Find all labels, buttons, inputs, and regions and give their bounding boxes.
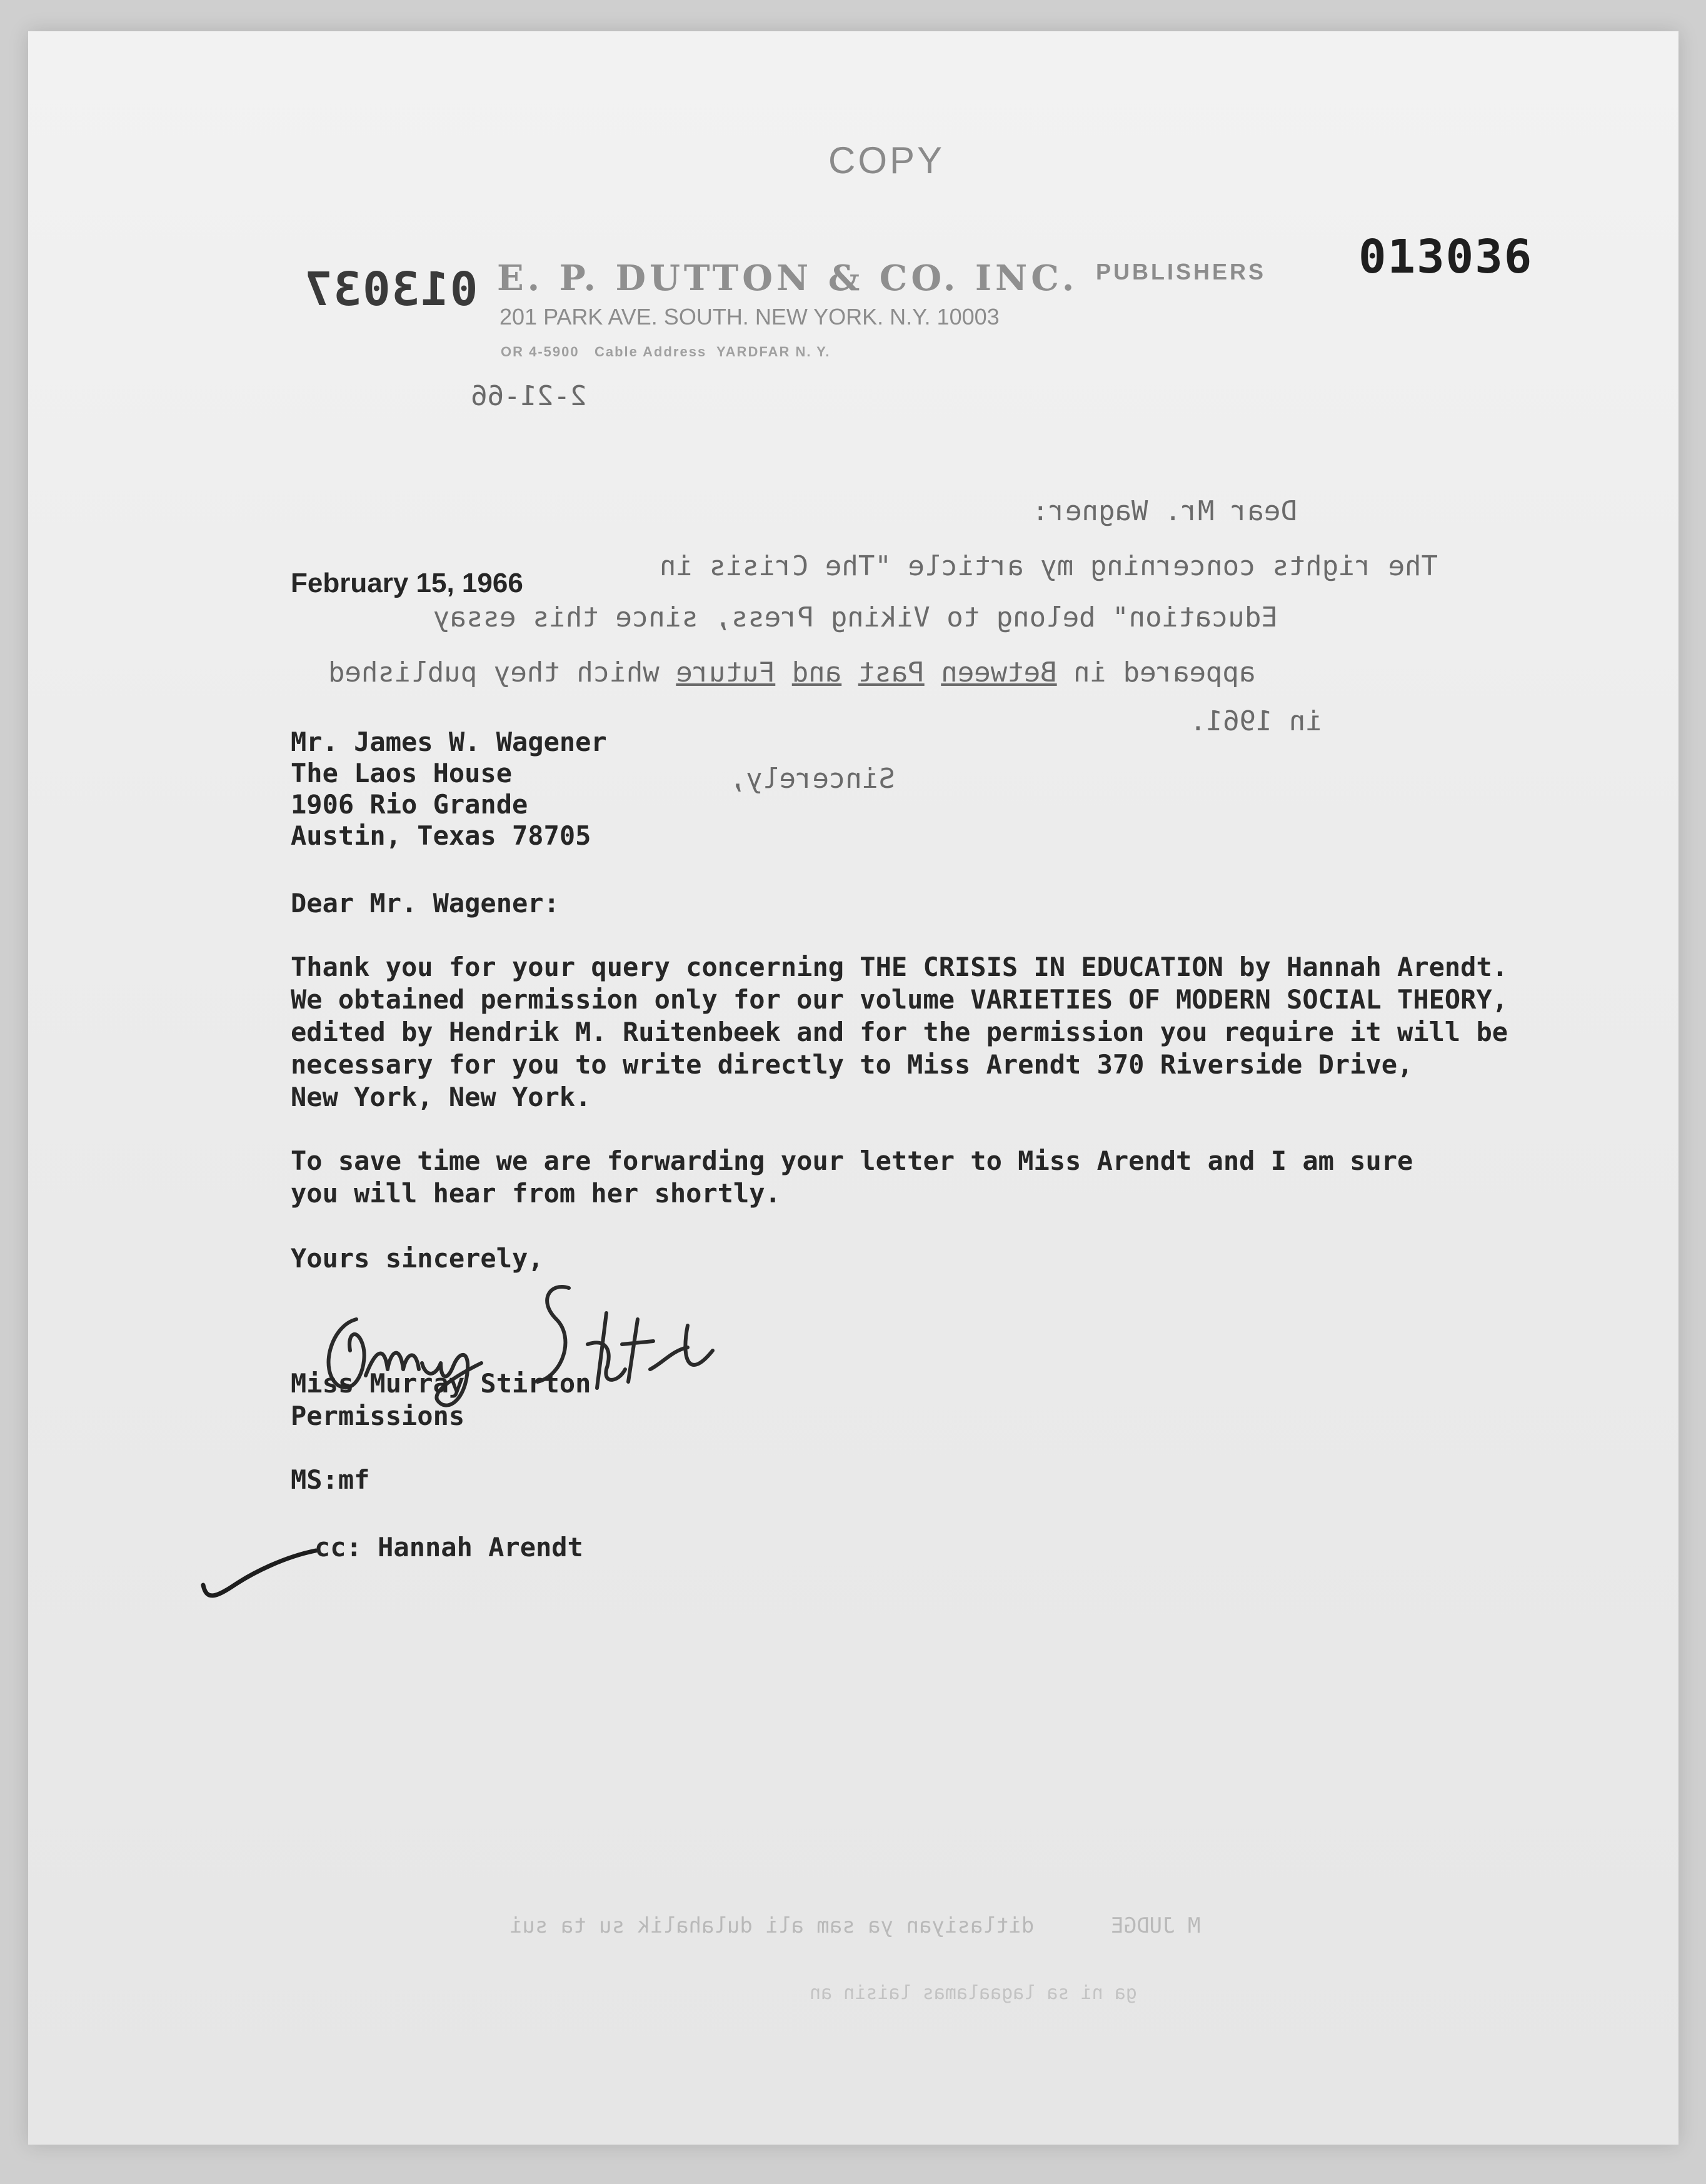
paragraph-1-line-5: New York, New York.: [291, 1082, 591, 1112]
paragraph-1-line-4: necessary for you to write directly to Miss Arendt 370 Riverside Drive,: [291, 1049, 1413, 1080]
document-number: 013036: [1358, 230, 1533, 284]
typist-initials: MS:mf: [291, 1464, 370, 1495]
paragraph-2-line-1: To save time we are forwarding your letter to Miss Arendt and I am sure: [291, 1145, 1413, 1176]
recipient-line-3: 1906 Rio Grande: [291, 789, 528, 820]
bleed-line-1: The rights concerning my article "The Crisis in: [660, 550, 1438, 582]
letterhead-company: E. P. DUTTON & CO. INC.: [497, 258, 1078, 299]
letterhead-publishers: PUBLISHERS: [1096, 259, 1267, 284]
paragraph-1-line-2: We obtained permission only for our volume VARIETIES OF MODERN SOCIAL THEORY,: [291, 984, 1508, 1015]
paragraph-1-line-1: Thank you for your query concerning THE CRISIS IN EDUCATION by Hannah Arendt.: [291, 952, 1508, 982]
recipient-line-2: The Laos House: [291, 758, 513, 788]
bleed-line-3: appeared in Between Past and Future which they published: [328, 657, 1256, 688]
letter-page: [28, 31, 1678, 2145]
check-mark-icon: [197, 1541, 322, 1604]
salutation: Dear Mr. Wagener:: [291, 888, 559, 918]
bleed-line-4: in 1961.: [1190, 705, 1322, 737]
bleed-date: 2-21-66: [471, 380, 587, 412]
copy-stamp: COPY: [828, 139, 945, 181]
cc-line: cc: Hannah Arendt: [314, 1532, 583, 1563]
bleed-salutation: Dear Mr. Wagner:: [1032, 495, 1297, 527]
faint-bleed-line-1: M JUDGE ditlasiyan ya sam ali dulahalik su ta sui: [509, 1913, 1201, 1938]
bleed-closing: Sincerely,: [730, 763, 895, 795]
paragraph-1-line-3: edited by Hendrik M. Ruitenbeek and for the permission you require it will be: [291, 1017, 1508, 1047]
letterhead-address: 201 PARK AVE. SOUTH. NEW YORK. N.Y. 10003: [499, 304, 1000, 330]
paragraph-2-line-2: you will hear from her shortly.: [291, 1178, 781, 1209]
signer-title: Permissions: [291, 1401, 465, 1431]
mirrored-document-number: 013037: [303, 263, 478, 316]
closing: Yours sincerely,: [291, 1243, 544, 1274]
letter-date: February 15, 1966: [291, 568, 523, 598]
recipient-line-4: Austin, Texas 78705: [291, 820, 591, 851]
letterhead-phone: OR 4-5900 Cable Address YARDFAR N. Y.: [501, 344, 831, 360]
faint-bleed-line-2: ga ni sa lagaalamas laisin an: [810, 1982, 1137, 2004]
bleed-line-2: Education" belong to Viking Press, since this essay: [433, 601, 1278, 633]
recipient-name: Mr. James W. Wagener: [291, 727, 607, 757]
signer-name: Miss Murray Stirton: [291, 1368, 591, 1399]
